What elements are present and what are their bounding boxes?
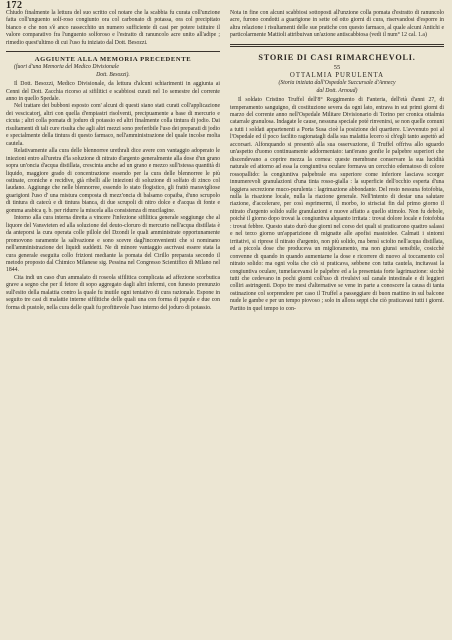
case-subtitle: (Storia iniziata dall'Ospedale Succursale d'Annecy xyxy=(278,80,396,87)
right-column xyxy=(230,10,444,313)
case-title: OTTALMIA PURULENTA xyxy=(289,72,385,80)
section-subtitle-author: Dott. Besozzi). xyxy=(96,71,130,78)
paragraph: Il Dott. Besozzi, Medico Divisionale, da lettura d'alcuni schiarimenti in aggiunta ai Cenni del Dott. Zacchia ricorso ai sifilitici e scabbiosi curati nel 1o semestre del corrente anno in quello Spedale. xyxy=(6,81,220,102)
paragraph: Nel trattare dei bubboni esposto com' alcuni di questi siano stati curati coll'applicazione dei vescicatorj, altri con quella d'empiastri risolventi, precipuamente a base di mercurio e cicuta ; altri colla pomata di joduro di potassio ed altri finalmente colla tintura di jodio. Dai risultamenti di tali cure risulta che agli altri mezzi sono preferibile l'uso dei preparati di jodio e specialmente della tintura di questo farmaco, nell'amministrazione del quale incolse molta cautela. xyxy=(6,103,220,147)
paragraph: Nota in fine con alcuni scabbiosi sottoposti all'unzione colla pomata d'estratto di ranuncolo acre, furono condotti a guarigione in sette od otto giorni di cura, riservandosi d'esporre in altra relazione i risultamenti delle sue pratiche con questo farmaco, al quale alcuni Antichi e particolarmente Mattioli attribuivan un'azione antiscabbiosa (vedi il num° 12 cal. 1.a) xyxy=(230,10,444,39)
paragraph: Chiudo finalmente la lettura del suo scritto col notare che la scabbia fu curata coll'unzione fatta coll'unguento solf-roso congiunto ora col carbonato di potassa, ora col precipitato bianco e che non s'è anco rassecchito un numero sufficiente di casi per potere istituire il valore comparativo fra l'unguento solforoso e l'estratto di ranuncolo acre unito all'adipe ; rimedio quest'ultimo di cui l'uso fu iniziato dal Dott. Besozzi. xyxy=(6,10,220,46)
divider xyxy=(6,51,220,52)
paragraph: Il soldato Cristino Truffel dell'8° Reggimento di Fanteria, dell'età d'anni 27, di temperamento sanguigno, di costituzione severa da ogni lato, entrava in sui primi giorni di marzo del corrente anno nell'Ospedale Militare Divisionario di Torino per cronica ottalmia catarrale granulosa. Indagate le cause, nessuna speciale potè rinvenirsi, se non quelle comuni a tutti i soldati appartenenti a Porta Susa cioè la posizione del quartiere. L'avvenuto poi al l'Ospedale ed il poco facilito ragionatagli dalla sua malattia lecero sì ch'egli tanto aspettò ad accorsari. Alfonquando si presentò alla sua osservazione, il Truffel offriva allo sguardo un'aspetto d'uomo continuamente addormentato: tant'erano gonfie le palpebre superiori che discendevano a coprire mezza la cornea: queste membrane conservare la sua lucidità naturale ed attorno ad essa la congiuntiva oculare formava un cercchio edematoso di colore rossopallido: la congiuntiva palpebrale era superiore come inferiore lasciava scorger innumerevoli granulazioni d'una tinta rosso-gialla : la superficie dell'occhio esperta d'una leggiera secrezione muco-purulenta : lagrimazione abbondante. Del resto nessuna fotofobia, nulla la risazione locale, nulla la riazione generale. Nell'intento di destar una salutare riazione, d'accelerare, per così esprimermi, il morbo, io strisciai fin dal primo giorno il nitrato d'argento solido sulle granulazioni e nuove affatto a quello stimolo. Non fu debole, poichè il giorno dopo trovai la congiuntiva alquanto irritata : trovai dolore locale e fotofobia : trovai febbre. Questo stato durò due giorni nel corso dei quali si praticarono quattro salassi e nel terzo giorno un'apparizione di mignatte alle apofisi mastoidee. Calmati i sintomi irritativi, si riprese il nitrato d'argento, non più solido, ma bensì sciolto nell'acqua distillata, ed a piccola dose che produceva un miglioramento, ma non giunsi sensibile, cosicchè convenne di quando in quando aumentarne la dose e ricorrere di nuovo al toccamento col nitrato solido: ma ogni volta che ciò si praticava, sebbene con tutta cautela, incitavasi la congiuntiva oculare, tumefacevansi le palpebre ed a la presentata forte lagrimazione: sicchè tutti che cedevano in pochi giorni coll'uso di rivulsivi sul canale intestinale e di leggieri colliri astringenti. Dopo tre mesi d'alternative se vene in parte a conoscere la causa di tanta ostinazione col sorprendere per caso il Truffel a passeggiare di buon mattino in sul balcone nude le gambe e per un tempo piovoso ; solo in allora seppi che ciò praticavasi tutti i giorni. Partito in quel tempo io con- xyxy=(230,97,444,312)
section-title: AGGIUNTE ALLA MEMORIA PRECEDENTE xyxy=(34,56,192,64)
page-number: 172 xyxy=(6,0,23,11)
case-subtitle-author: dal Dott. Arnoud) xyxy=(316,87,358,94)
section-subtitle: (fuori d'una Memoria del Medico Divisionale xyxy=(14,64,119,71)
left-column xyxy=(6,10,220,312)
paragraph: Relativamente alla cura delle blennorree urethrali dice avere con vantaggio adoperato le iniezioni entro all'uretra d'la soluzione di nitrato d'argento generalmente alla dose d'un grano sopra un'oncia d'acqua distillata, crescinta anche ad un grano e mezzo sull'istessa quantità di liquido, maggiore grado di concentrazione essendo per la cura delle blennorree le più ostinate, croniche e recidive, già ribelli alle iniezioni di soluzione di solfato di zinco col laudano. Aggiunge che nelle blennorree, essendo lo stato flogistico, gli frattò maravigliose guarigioni l'uso d' una mistura composta di mezz'oncia di balsamo copaiba, d'uno scrupolo di tintura di catecù e di tintura bianca, di due scrupoli di nitro dolce e d'acqua di fonte e gomma arabica q. b. per ridurre la miscela alla consistenza di mucilagine. xyxy=(6,148,220,214)
paragraph: Cita indi un caso d'un ammalato di roseola sifilitica complicata ad affezione scorbutica grave a segno che per il fetore di sopo aggregato dagli altri infermi, con funesto prenunzio sull'esito della malattia contro la quale fu inutile ogni tentativo di cura razionale. Espone in seguito tre casi di malattie interne sifilitiche delle quali una con forma di papule e due con forma di pustole, nella cura delle quali fu profittevole l'uso interno del joduro di potassio. xyxy=(6,274,220,311)
case-number: 55 xyxy=(333,64,341,72)
divider xyxy=(230,44,444,48)
paragraph: Intorno alla cura interna diretta a vincere l'infezione sifilitica generale soggiunge che al liquore del Vansvieten ed alla soluzione del deuto-cloruro di mercurio nell'acqua distillata è da anteporsi la cura operata colle pillole del Dzondi le quali amministrate opportunamente promovono raramente la salivazione e sono scevre dagl'inconvenienti che si nominano nell'amministrazione dei liquidi suddetti. Ne di minore vantaggio ascrivasi essere stata la cura generale eseguita collo frizioni mediante la pomata del Cirillo preparata secondo il metodo proposto dal Chimico Milanese sig. Pessina nel Congresso Scientifico di Milano nel 1844. xyxy=(6,215,220,274)
section-title: STORIE DI CASI RIMARCHEVOLI. xyxy=(258,53,416,63)
